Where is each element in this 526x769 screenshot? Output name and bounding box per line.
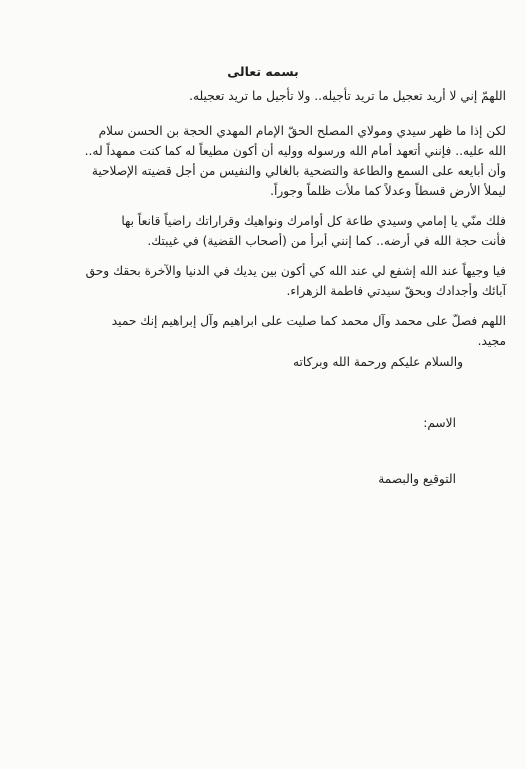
pledge-line-1: اللهمّ إني لا أريد تعجيل ما تريد تأجيله.. ولا تأجيل ما تريد تعجيله.	[189, 89, 506, 103]
signature-label: التوقيع والبصمة	[378, 472, 456, 486]
document-title: بسمه تعالى	[227, 64, 299, 79]
pledge-line-8: فيا وجيهاً عند الله إشفع لي عند الله كي أكون بين يديك في الدنيا والآخرة بحقك وحق	[85, 264, 506, 278]
pledge-line-9: آبائك وأجدادك وبحقّ سيدتي فاطمة الزهراء.	[286, 284, 506, 298]
closing-salutation: والسلام عليكم ورحمة الله وبركاته	[293, 355, 463, 369]
pledge-line-5: ليملأ الأرض قسطاً وعدلاً كما ملأت ظلماً وجوراً.	[270, 184, 506, 198]
name-label: الاسم:	[423, 416, 456, 430]
pledge-line-2: لكن إذا ما ظهر سيدي ومولاي المصلح الحقّ الإمام المهدي الحجة بن الحسن سلام	[98, 124, 506, 138]
pledge-line-11: مجيد.	[477, 334, 506, 348]
pledge-line-7: فأنت حجة الله في أرضه.. كما إنني أبرأ من (أصحاب القضية) في غيبتك.	[147, 234, 506, 248]
pledge-line-10: اللهم فصلّ على محمد وآل محمد كما صليت على ابراهيم وآل إبراهيم إنك حميد	[111, 314, 506, 328]
pledge-line-6: فلك منّي يا إمامي وسيدي طاعة كل أوامرك ونواهيك وقراراتك راضياً قانعاً بها	[121, 214, 506, 228]
pledge-line-4: وأن أبايعه على السمع والطاعة والتضحية بالغالي والنفيس من أجل قضيته الإصلاحية	[91, 164, 506, 178]
pledge-line-3: الله عليه.. فإنني أتعهد أمام الله ورسوله ووليه أن أكون مطيعاً له كما كنت ممهداً له..	[84, 144, 506, 158]
